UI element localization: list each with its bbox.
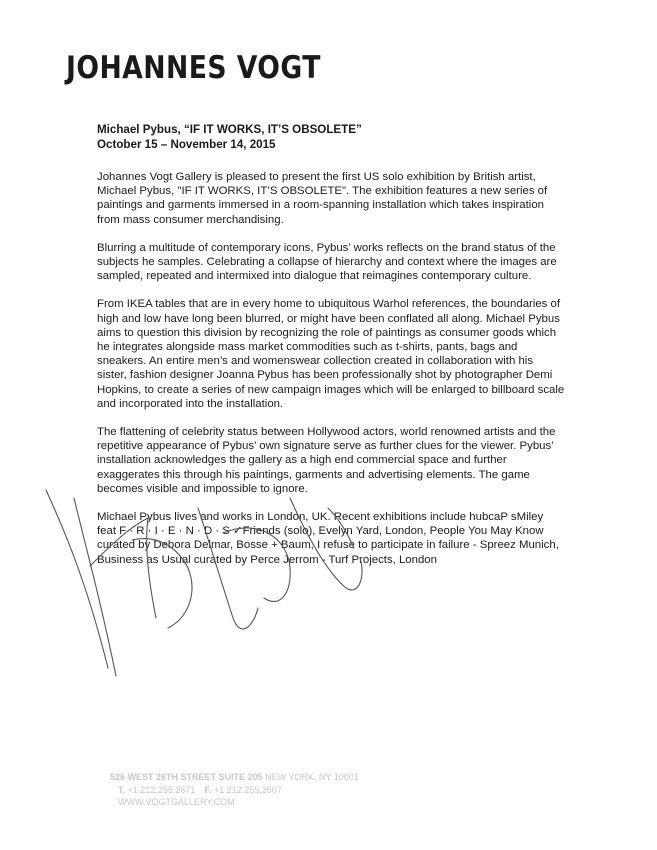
gallery-logo: JOHANNES VOGT — [66, 50, 321, 86]
paragraph-bio: Michael Pybus lives and works in London, UK. Recent exhibitions include hubcaP sMiley feat F · R · I · E · N · D · S ✓Friends (solo), Evelyn Yard, London, People You May Know curated by Debora Delmar, Bosse + Baum, I refuse to participate in failure - Spreez Munich, Business as Usual curated by Perce Jerrom - Turf Projects, London — [97, 511, 559, 566]
footer-fax: +1 212.255.2607 — [213, 784, 282, 795]
footer-phone-line — [110, 784, 359, 797]
footer-address-line — [110, 771, 359, 784]
footer-city: NEW YORK, NY 10001 — [265, 772, 359, 782]
press-release-heading — [97, 122, 577, 152]
paragraph-high-low: From IKEA tables that are in every home to ubiquitous Warhol references, the boundaries of high and low have long been blurred, or might have been conflated all along. Michael Pybus aims to question this division by recognizing the role of paintings as consumer goods which he integrates alongside mass market commodities such as t-shirts, pants, bags and sneakers. An entire men’s and womenswear collection created in collaboration with his sister, fashion designer Joanna Pybus has been professionally shot by photographer Demi Hopkins, to create a series of new campaign images which will be enlarged to billboard scale and incorporated into the installation. — [97, 298, 565, 410]
footer-tel: +1 212.255.2671 — [127, 784, 196, 795]
fax-label: F. — [204, 784, 212, 795]
footer-website: WWW.VOGTGALLERY.COM — [118, 797, 235, 807]
letterhead-footer — [110, 771, 359, 809]
paragraph-celebrity: The flattening of celebrity status between Hollywood actors, world renowned artists and the repetitive appearance of Pybus’ own signature serve as further clues for the viewer. Pybus’ installation acknowledges the gallery as a high end commercial space and further exaggerates this through his paintings, garments and advertising elements. The game becomes visible and impossible to ignore. — [97, 426, 556, 495]
paragraph-icons: Blurring a multitude of contemporary icons, Pybus’ works reflects on the brand status of the subjects he samples. Celebrating a collapse of hierarchy and context where the images are sampled, repeated and intermixed into dialogue that reimagines contemporary culture. — [97, 241, 557, 283]
exhibition-title: Michael Pybus, “IF IT WORKS, IT’S OBSOLETE” — [97, 123, 362, 136]
paragraph-intro: Johannes Vogt Gallery is pleased to present the first US solo exhibition by British artist, Michael Pybus, "IF IT WORKS, IT’S OBSOLETE". The exhibition features a new series of paintings and garments immersed in a room-spanning installation which takes inspiration from mass consumer merchandising. — [97, 171, 548, 226]
exhibition-dates: October 15 – November 14, 2015 — [97, 138, 276, 151]
footer-street: 526 WEST 26TH STREET SUITE 205 — [110, 772, 263, 782]
tel-label: T. — [118, 784, 126, 795]
press-release-body — [97, 170, 565, 581]
